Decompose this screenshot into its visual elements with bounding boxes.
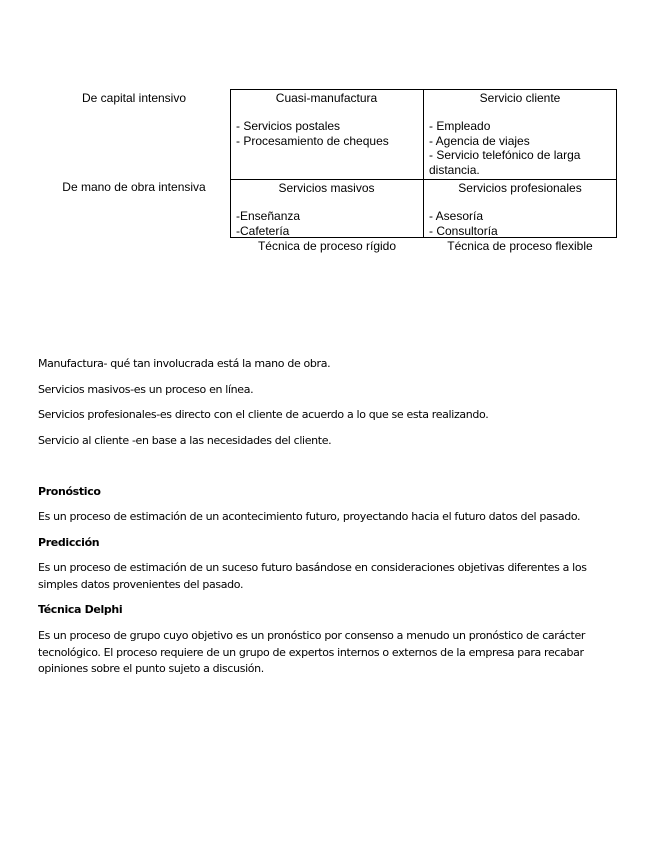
heading-delphi: Técnica Delphi — [38, 603, 123, 616]
note-manufacturing: Manufactura- qué tan involucrada está la mano de obra. — [38, 357, 331, 370]
cell-item: - Asesoría — [429, 209, 484, 223]
cell-item: -Cafetería — [236, 223, 290, 238]
matrix-cell-professional-services — [424, 180, 617, 238]
cell-item: - Consultoría — [429, 223, 498, 238]
note-mass-services: Servicios masivos-es un proceso en línea. — [38, 383, 254, 396]
cell-item: - Agencia de viajes — [429, 133, 530, 148]
heading-prediction: Predicción — [38, 536, 100, 549]
text-forecast: Es un proceso de estimación de un acontecimiento futuro, proyectando hacia el futuro datos del pasado. — [38, 510, 581, 523]
matrix-cell-customer-service — [424, 90, 617, 179]
cell-item: - Servicio telefónico de larga distancia. — [429, 148, 581, 177]
cell-item: - Procesamiento de cheques — [236, 133, 389, 148]
cell-title: Cuasi-manufactura — [275, 91, 378, 105]
cell-title: Servicios masivos — [278, 181, 375, 195]
cell-title: Servicio cliente — [479, 91, 561, 105]
note-professional-services: Servicios profesionales-es directo con el cliente de acuerdo a lo que se esta realizando. — [38, 408, 489, 421]
heading-forecast: Pronóstico — [38, 485, 101, 498]
cell-title: Servicios profesionales — [458, 181, 582, 195]
note-customer-service: Servicio al cliente -en base a las necesidades del cliente. — [38, 434, 332, 447]
column-label-flexible: Técnica de proceso flexible — [447, 239, 593, 253]
service-process-matrix — [230, 89, 617, 238]
cell-item: - Servicios postales — [236, 119, 341, 133]
row-label-capital-intensive: De capital intensivo — [81, 91, 187, 105]
matrix-cell-mass-services — [231, 180, 423, 238]
row-label-labor-intensive: De mano de obra intensiva — [62, 180, 206, 194]
text-delphi: Es un proceso de grupo cuyo objetivo es un pronóstico por consenso a menudo un pronóstico de carácter tecnológico. El proceso requiere de un grupo de expertos internos o externos de la empresa para recabar opiniones sobre el punto sujeto a discusión. — [38, 629, 586, 675]
cell-item: -Enseñanza — [236, 209, 301, 223]
matrix-cell-quasi-manufacturing — [231, 90, 423, 179]
cell-item: - Empleado — [429, 119, 491, 133]
column-label-rigid: Técnica de proceso rígido — [257, 239, 397, 253]
text-prediction: Es un proceso de estimación de un suceso futuro basándose en consideraciones objetivas diferentes a los simples datos provenientes del pasado. — [38, 561, 587, 591]
